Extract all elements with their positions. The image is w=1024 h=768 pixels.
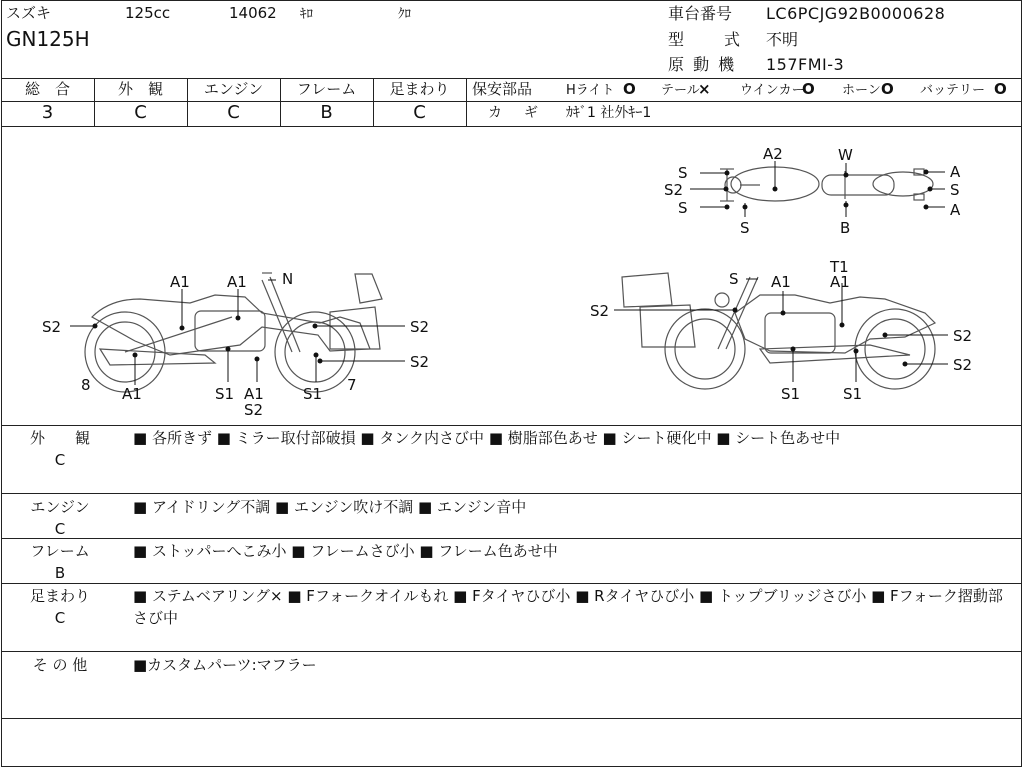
headlight-label: Hライト — [566, 83, 615, 98]
label-left-s2-low: S2 — [244, 401, 264, 419]
suspension-label: 足まわり — [389, 80, 450, 98]
label-top-a-lower: A — [950, 201, 961, 219]
type-label: 型 式 — [668, 30, 753, 49]
label-right-s1-b: S1 — [843, 385, 863, 403]
label-left-8: 8 — [81, 376, 91, 394]
engine-model-label: 原 動 機 — [668, 55, 737, 74]
exterior-label: 外 観 — [117, 80, 163, 98]
headlight-status: O — [623, 80, 636, 98]
label-left-a1-c: A1 — [244, 385, 264, 403]
remark-text-exterior: ■ 各所きず ■ ミラー取付部破損 ■ タンク内さび中 ■ 樹脂部色あせ ■ シート硬化中 ■ シート色あせ中 — [133, 429, 841, 447]
label-top-s2: S2 — [664, 181, 684, 199]
remark-label-exterior: 外 観 C — [29, 429, 90, 469]
label-left-s1-b: S1 — [303, 385, 323, 403]
damage-diagram — [0, 127, 1024, 425]
frame-label: フレーム — [296, 80, 357, 98]
tail-label: テール — [661, 83, 700, 98]
label-top-s4: S — [740, 219, 750, 237]
label-left-a1-a: A1 — [170, 273, 190, 291]
label-left-a1-low: A1 — [122, 385, 142, 403]
winker-status: O — [802, 80, 815, 98]
label-right-s: S — [729, 270, 739, 288]
battery-label: バッテリー — [920, 83, 986, 98]
label-top-w: W — [838, 146, 853, 164]
frame-grade: B — [320, 102, 333, 123]
engine-grade: C — [227, 102, 240, 123]
battery-status: O — [994, 80, 1007, 98]
mileage: 14062 — [229, 4, 277, 22]
model-name: GN125H — [6, 27, 90, 51]
label-right-t1: T1 — [830, 258, 849, 276]
maker: スズキ — [6, 4, 52, 22]
displacement: 125cc — [125, 4, 171, 22]
horn-status: O — [881, 80, 894, 98]
label-top-a2: A2 — [763, 145, 783, 163]
label-right-a1-b: A1 — [830, 273, 850, 291]
label-left-s2-r1: S2 — [410, 318, 430, 336]
engine-model: 157FMI-3 — [766, 55, 845, 74]
color: ｸﾛ — [398, 7, 411, 22]
remark-text-other: ■カスタムパーツ:マフラー — [133, 656, 317, 674]
label-right-s2-r1: S2 — [953, 327, 973, 345]
label-left-s2: S2 — [42, 318, 62, 336]
label-right-s2-left: S2 — [590, 302, 610, 320]
mileage-unit: ｷﾛ — [300, 7, 313, 22]
remark-text-frame: ■ ストッパーへこみ小 ■ フレームさび小 ■ フレーム色あせ中 — [133, 542, 558, 560]
winker-label: ウインカー — [740, 83, 805, 98]
type-value: 不明 — [766, 30, 799, 49]
label-left-a1-b: A1 — [227, 273, 247, 291]
remark-label-engine: エンジン C — [30, 498, 90, 538]
frame-no: LC6PCJG92B0000628 — [766, 4, 946, 23]
suspension-grade: C — [413, 102, 426, 123]
remark-label-suspension: 足まわり C — [29, 587, 90, 627]
frame-no-label: 車台番号 — [668, 4, 733, 23]
label-left-s1-a: S1 — [215, 385, 235, 403]
label-right-a1-a: A1 — [771, 273, 791, 291]
remark-text-suspension: ■ ステムベアリング× ■ Fフォークオイルもれ ■ Fタイヤひび小 ■ Rタイヤひび小 ■ トップブリッジさび小 ■ Fフォーク摺動部さび中 — [133, 587, 1003, 627]
overall-label: 総 合 — [24, 80, 70, 98]
label-right-s1-a: S1 — [781, 385, 801, 403]
exterior-grade: C — [134, 102, 147, 123]
label-top-s1: S — [678, 164, 688, 182]
key-value: ｶｷﾞ1 社外ｷｰ1 — [566, 105, 652, 121]
safety-label: 保安部品 — [472, 80, 533, 98]
label-left-7: 7 — [347, 376, 357, 394]
label-top-a-upper: A — [950, 163, 961, 181]
label-top-s-right: S — [950, 181, 960, 199]
divider — [1, 78, 1022, 79]
horn-label: ホーン — [842, 83, 881, 98]
remark-label-frame: フレーム B — [30, 542, 90, 582]
top-view-bike — [720, 167, 933, 201]
key-label: カ ギ — [488, 105, 542, 121]
engine-label: エンジン — [203, 80, 264, 98]
tail-status: × — [698, 80, 711, 98]
label-top-b: B — [840, 219, 851, 237]
label-left-n: N — [282, 270, 294, 288]
remark-label-other: そ の 他 — [32, 656, 88, 674]
label-top-s3: S — [678, 199, 688, 217]
overall-grade: 3 — [41, 102, 54, 123]
label-left-s2-r2: S2 — [410, 353, 430, 371]
label-right-s2-r2: S2 — [953, 356, 973, 374]
remark-text-engine: ■ アイドリング不調 ■ エンジン吹け不調 ■ エンジン音中 — [133, 498, 527, 516]
